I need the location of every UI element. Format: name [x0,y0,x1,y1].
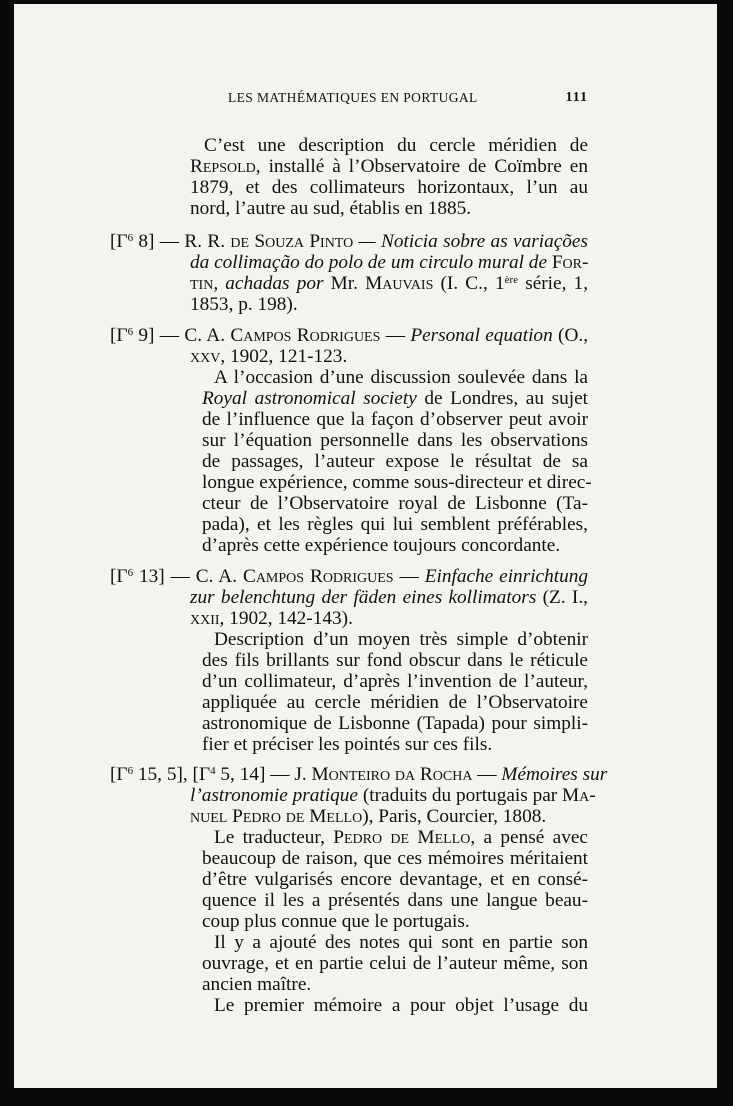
entry-15-para-line-1: Le traducteur, Pedro de Mello, a pensé avec [214,827,588,848]
entry-15-para-line-9: Le premier mémoire a pour objet l’usage du [214,995,588,1016]
entry-13-para-line-4: appliquée au cercle méridien de l’Observatoire [202,692,588,713]
entry-13-line-2: zur belenchtung der fäden eines kollimators (Z. I., [190,587,588,608]
entry-15-para-line-4: quence il les a présentés dans une langue beau- [202,890,588,911]
entry-9-para-line-2: Royal astronomical society de Londres, au sujet [202,388,588,409]
entry-9-line-1: [$\Gamma^6$ 9] — C. A. Campos Rodrigues — Personal equation (O., [110,325,589,346]
entry-15-para-line-3: d’être vulgarisés encore devantage, et en consé- [202,869,588,890]
running-header [228,90,588,112]
entry-9-line-2: xxv, 1902, 121-123. [190,346,348,367]
entry-8-line-4: 1853, p. 198). [190,294,298,315]
entry-15-line-1: [$\Gamma^6$ 15, 5], [$\Gamma^4$ 5, 14] — J. Monteiro da Rocha — Mémoires sur [110,764,608,785]
entry-9-para-line-6: longue expérience, comme sous-directeur et direc- [202,472,592,493]
intro-line-1: C’est une description du cercle méridien de [204,135,588,156]
entry-13-line-3: xxii, 1902, 142-143). [190,608,353,629]
entry-13-line-1: [$\Gamma^6$ 13] — C. A. Campos Rodrigues — Einfache einrichtung [110,566,589,587]
entry-13-para-line-5: astronomique de Lisbonne (Tapada) pour simpli- [202,713,588,734]
entry-15-para-line-8: ancien maître. [202,974,312,995]
entry-15-para-line-6: Il y a ajouté des notes qui sont en partie son [214,932,588,953]
entry-9-code: [$\Gamma^6$ 9] [110,325,155,346]
entry-15-line-2: l’astronomie pratique (traduits du portugais par Ma- [190,785,596,806]
entry-9-para-line-1: A l’occasion d’une discussion soulevée dans la [214,367,588,388]
entry-9-para-line-5: de passages, l’auteur expose le résultat de sa [202,451,588,472]
entry-15-para-line-7: ouvrage, et en partie celui de l’auteur même, son [202,953,588,974]
entry-9-para-line-8: pada), et les règles qui lui semblent préférables, [202,514,588,535]
entry-13-para-line-2: des fils brillants sur fond obscur dans le réticule [202,650,588,671]
entry-9-para-line-9: d’après cette expérience toujours concordante. [202,535,561,556]
running-title: LES MATHÉMATIQUES EN PORTUGAL [228,90,478,105]
entry-13-code: [$\Gamma^6$ 13] [110,566,165,587]
intro-line-4: nord, l’autre au sud, établis en 1885. [190,198,472,219]
entry-13-para-line-1: Description d’un moyen très simple d’obtenir [214,629,588,650]
intro-line-2: Repsold, installé à l’Observatoire de Coïmbre en [190,156,588,177]
entry-15-para-line-5: coup plus connue que le portugais. [202,911,470,932]
entry-8-line-1: [$\Gamma^6$ 8] — R. R. de Souza Pinto — Noticia sobre as variações [110,231,588,252]
entry-13-para-line-6: fier et préciser les pointés sur ces fils. [202,734,493,755]
entry-13-para-line-3: d’un collimateur, d’après l’invention de l’auteur, [202,671,588,692]
entry-9-para-line-3: de l’influence que la façon d’observer peut avoir [202,409,588,430]
entry-15-code: [$\Gamma^6$ 15, 5], [$\Gamma^4$ 5, 14] [110,764,266,785]
entry-15-line-3: nuel Pedro de Mello), Paris, Courcier, 1808. [190,806,547,827]
entry-9-para-line-4: sur l’équation personnelle dans les observations [202,430,588,451]
page-number: 111 [565,90,588,105]
entry-8-line-3: tin, achadas por Mr. Mauvais (I. C., 1ère série, 1, [190,273,589,294]
entry-15-para-line-2: beaucoup de raison, que ces mémoires méritaient [202,848,588,869]
entry-8-line-2: da collimação do polo de um circulo mural de For- [190,252,589,273]
entry-8-code: [$\Gamma^6$ 8] [110,231,155,252]
entry-9-para-line-7: cteur de l’Observatoire royal de Lisbonne (Ta- [202,493,588,514]
intro-line-3: 1879, et des collimateurs horizontaux, l’un au [190,177,588,198]
